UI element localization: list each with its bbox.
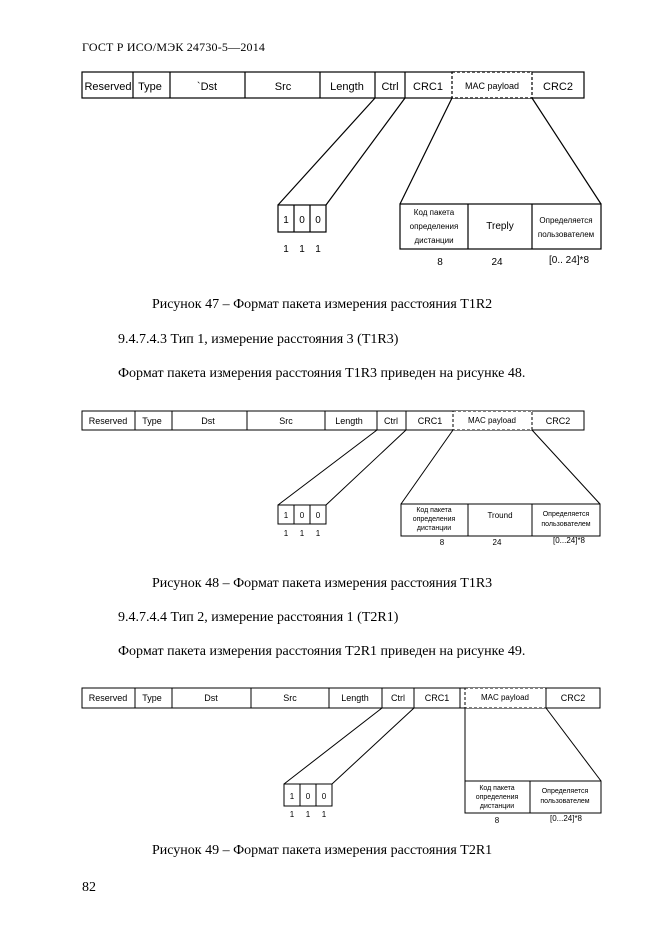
payload-size-code: 8 [494, 816, 500, 825]
ctrl-size-3: 1 [315, 244, 321, 255]
paragraph-t1r3: Формат пакета измерения расстояния T1R3 приведен на рисунке 48. [118, 366, 526, 381]
field-crc2: CRC2 [545, 416, 571, 426]
field-dst: Dst [204, 693, 218, 703]
field-src: Src [283, 693, 297, 703]
field-type: Type [142, 416, 162, 426]
caption-fig48: Рисунок 48 – Формат пакета измерения расстояния T1R3 [152, 576, 493, 591]
figure-48-diagram [82, 411, 600, 536]
section-9-4-7-4-4: 9.4.7.4.4 Тип 2, измерение расстояния 1 (T2R1) [118, 610, 399, 625]
figure-48-labels [89, 416, 591, 547]
ctrl-size-1: 1 [283, 244, 289, 255]
payload-user-line1: Определяется [541, 788, 589, 795]
field-ctrl: Ctrl [391, 693, 405, 703]
ctrl-size-2: 1 [299, 529, 305, 538]
field-reserved: Reserved [88, 416, 128, 426]
ctrl-size-1: 1 [283, 529, 289, 538]
document-header: ГОСТ Р ИСО/МЭК 24730-5—2014 [82, 40, 266, 54]
field-mac-payload: MAC payload [480, 693, 530, 702]
payload-code-line2: определения [412, 516, 456, 523]
ctrl-bit-3: 0 [315, 511, 321, 520]
field-crc2: CRC2 [560, 693, 586, 703]
figure-47-diagram [82, 72, 601, 249]
ctrl-bit-1: 1 [289, 792, 295, 801]
field-length: Length [335, 416, 363, 426]
payload-size-time: 24 [491, 257, 503, 268]
payload-code-line1: Код пакета [479, 785, 515, 792]
field-crc1: CRC1 [413, 81, 443, 93]
ctrl-bit-2: 0 [305, 792, 311, 801]
ctrl-size-1: 1 [289, 810, 295, 819]
payload-size-code: 8 [437, 257, 443, 268]
field-mac-payload: MAC payload [467, 416, 517, 425]
page-number: 82 [82, 880, 96, 895]
payload-size-time: 24 [492, 538, 502, 547]
payload-treply: Treply [486, 221, 514, 232]
payload-code-line2: определения [409, 222, 459, 231]
field-ctrl: Ctrl [381, 81, 399, 93]
field-ctrl: Ctrl [384, 416, 398, 426]
payload-user-line2: пользователем [537, 230, 595, 239]
payload-code-line3: дистанции [416, 525, 452, 532]
payload-code-line3: дистанции [479, 803, 515, 810]
field-reserved: Reserved [84, 81, 132, 93]
payload-code-line1: Код пакета [413, 208, 455, 217]
payload-user-line2: пользователем [540, 798, 590, 805]
payload-code-line3: дистанции [414, 236, 454, 245]
field-type: Type [138, 81, 162, 93]
paragraph-t2r1: Формат пакета измерения расстояния T2R1 приведен на рисунке 49. [118, 644, 526, 659]
payload-user-line1: Определяется [539, 216, 593, 225]
field-dst: Dst [201, 416, 215, 426]
ctrl-size-3: 1 [321, 810, 327, 819]
field-src: Src [279, 416, 293, 426]
ctrl-bit-2: 0 [299, 511, 305, 520]
ctrl-bit-2: 0 [299, 215, 305, 226]
field-src: Src [274, 81, 292, 93]
ctrl-size-2: 1 [299, 244, 305, 255]
field-crc1: CRC1 [417, 416, 443, 426]
payload-code-line1: Код пакета [416, 507, 452, 514]
field-crc2: CRC2 [543, 81, 573, 93]
ctrl-bit-3: 0 [315, 215, 321, 226]
figure-47-labels [84, 81, 594, 268]
figure-49-labels [89, 693, 590, 825]
field-length: Length [330, 81, 364, 93]
payload-user-line1: Определяется [542, 511, 590, 518]
payload-size-user: [0.. 24]*8 [548, 255, 590, 266]
ctrl-size-2: 1 [305, 810, 311, 819]
payload-user-line2: пользователем [541, 521, 591, 528]
field-dst: `Dst [196, 81, 218, 93]
figure-49-diagram [82, 688, 601, 813]
field-mac-payload: MAC payload [464, 81, 520, 91]
caption-fig47: Рисунок 47 – Формат пакета измерения расстояния T1R2 [152, 297, 493, 312]
payload-size-user: [0...24]*8 [552, 536, 586, 545]
ctrl-bit-1: 1 [283, 215, 289, 226]
payload-tround: Tround [487, 511, 513, 520]
ctrl-bit-3: 0 [321, 792, 327, 801]
caption-fig49: Рисунок 49 – Формат пакета измерения расстояния T2R1 [152, 843, 493, 858]
payload-size-user: [0...24]*8 [549, 814, 583, 823]
payload-code-line2: определения [475, 794, 519, 801]
field-type: Type [142, 693, 162, 703]
section-9-4-7-4-3: 9.4.7.4.3 Тип 1, измерение расстояния 3 (T1R3) [118, 332, 399, 347]
field-reserved: Reserved [88, 693, 128, 703]
field-crc1: CRC1 [424, 693, 450, 703]
field-length: Length [341, 693, 369, 703]
payload-size-code: 8 [439, 538, 445, 547]
ctrl-bit-1: 1 [283, 511, 289, 520]
ctrl-size-3: 1 [315, 529, 321, 538]
